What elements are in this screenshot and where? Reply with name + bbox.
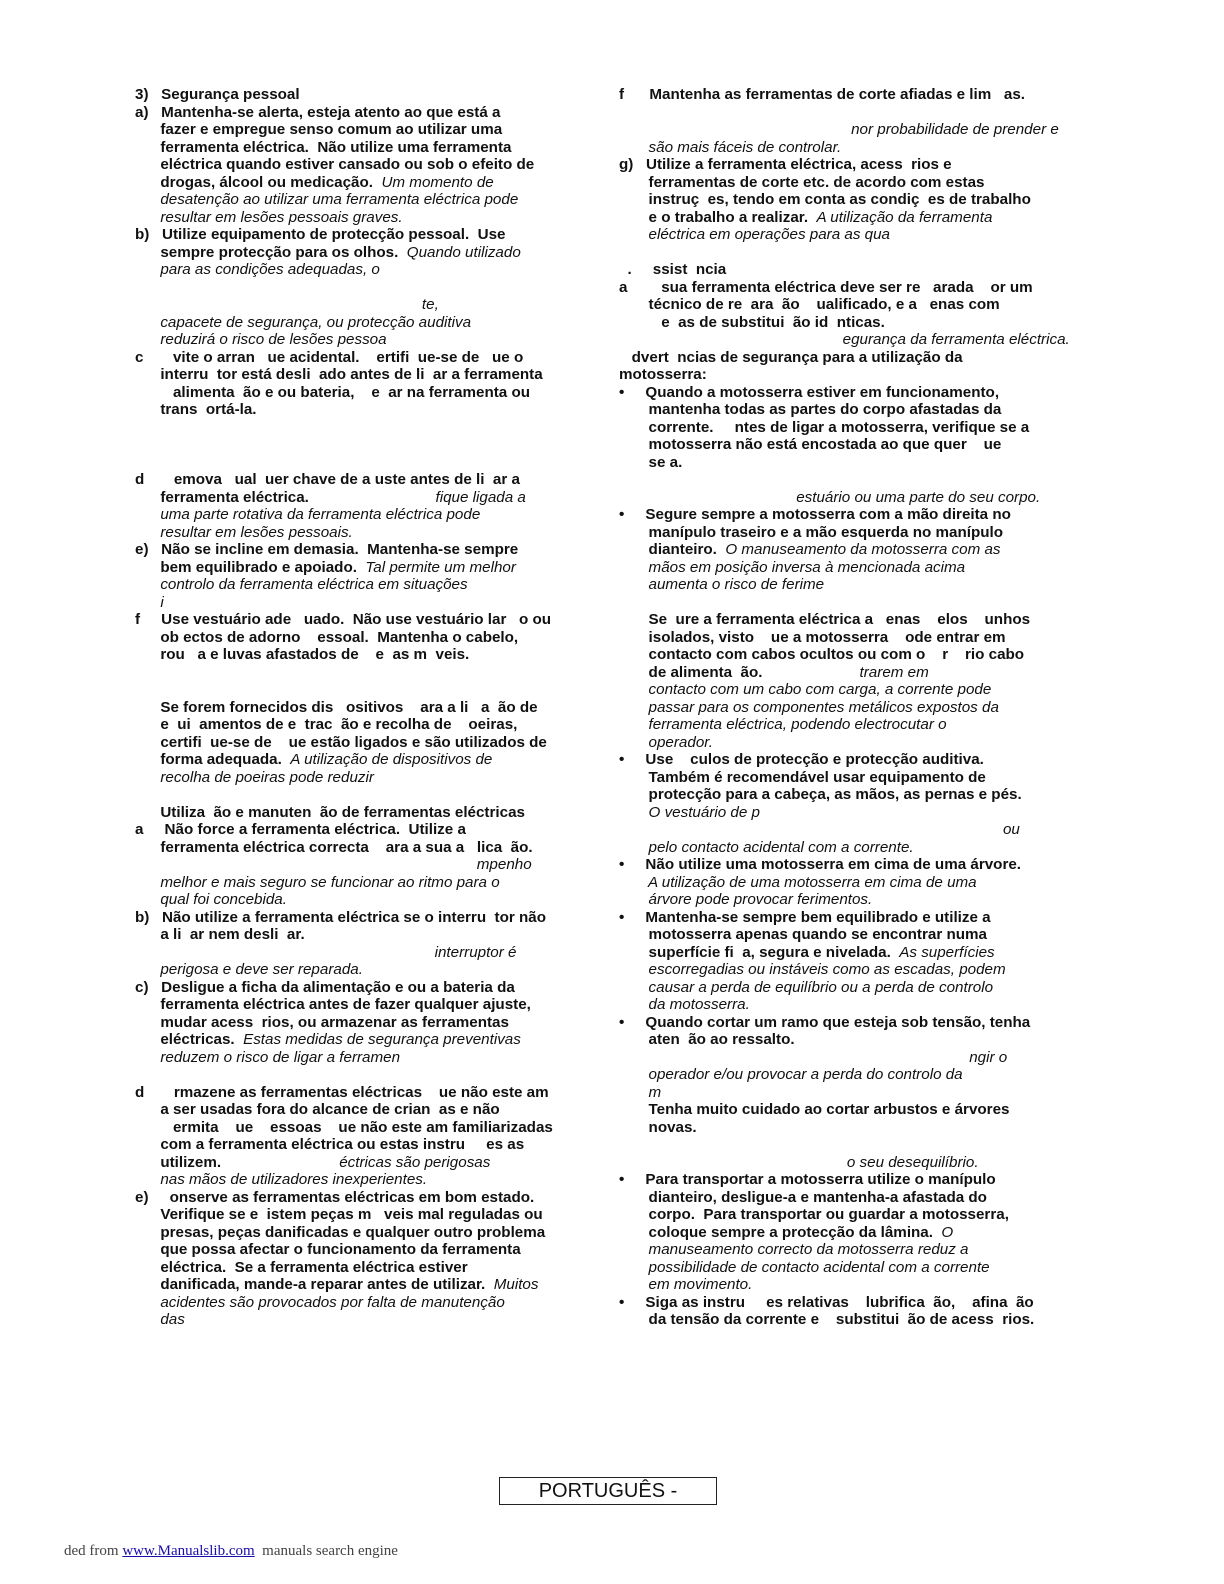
right-line: [619, 1066, 963, 1084]
bold-text: e as de substitui ão id nticas.: [619, 313, 885, 331]
italic-text: capacete de segurança, ou protecção auditiva: [135, 313, 472, 331]
right-line: [619, 891, 872, 909]
right-line: [619, 769, 986, 787]
bold-text: motosserra não está encostada ao que quer ue: [619, 436, 1002, 453]
right-line: [619, 296, 1000, 314]
right-line: [619, 156, 952, 174]
language-label: PORTUGUÊS -: [538, 1480, 678, 1502]
bold-text: isolados, visto ue a motosserra ode entrar em: [619, 628, 1006, 646]
left-line: [135, 821, 466, 839]
left-line: [135, 734, 547, 752]
left-line: [135, 209, 403, 227]
italic-text: trarem em: [859, 663, 929, 681]
left-line: [135, 909, 546, 927]
right-line: [619, 611, 1030, 629]
left-line: [135, 944, 516, 962]
bold-text: e) Não se incline em demasia. Mantenha-se sempre: [135, 541, 519, 558]
right-line: [619, 506, 1011, 524]
language-footer-box: [499, 1477, 717, 1505]
bold-text: contacto com cabos ocultos ou com o r rio cabo: [619, 646, 1025, 663]
italic-text: aumenta o risco de ferime: [619, 576, 825, 593]
right-line: [619, 174, 985, 192]
left-line: [135, 349, 523, 367]
right-line: [619, 1119, 697, 1137]
left-line: [135, 1171, 427, 1189]
italic-text: O vestuário de p: [619, 803, 760, 821]
bold-text: c) Desligue a ficha da alimentação e ou a bateria da: [135, 978, 515, 996]
bold-text: ferramenta eléctrica antes de fazer qualquer ajuste,: [135, 996, 531, 1013]
italic-text: mpenho: [135, 856, 532, 873]
bold-text: • Segure sempre a motosserra com a mão direita no: [619, 506, 1011, 523]
right-line: [619, 576, 824, 594]
left-line: [135, 226, 506, 244]
left-line: [135, 926, 305, 944]
italic-text: mãos em posição inversa à mencionada acima: [619, 558, 966, 576]
right-line: [619, 996, 750, 1014]
bold-text: Utiliza ão e manuten ão de ferramentas eléctricas: [135, 803, 525, 821]
italic-text: pelo contacto acidental com a corrente.: [619, 838, 914, 856]
italic-text: nor probabilidade de prender e: [619, 121, 1059, 138]
left-line: [135, 1084, 549, 1102]
right-line: [619, 1084, 661, 1102]
bold-text: bem equilibrado e apoiado.: [135, 558, 366, 576]
right-line: [619, 384, 999, 402]
bold-text: da tensão da corrente e substitui ão de acess rios.: [619, 1311, 1035, 1328]
left-line: [135, 751, 492, 769]
italic-text: qual foi concebida.: [135, 891, 287, 908]
source-line: [64, 1543, 398, 1560]
left-line: [135, 699, 538, 717]
bold-text: eléctrica. Se a ferramenta eléctrica estiver: [135, 1258, 468, 1276]
right-line: [619, 331, 1070, 349]
left-line: [135, 104, 500, 122]
right-line: [619, 681, 991, 699]
italic-text: passar para os componentes metálicos expostos da: [619, 698, 999, 716]
bold-text: 3) Segurança pessoal: [135, 86, 300, 103]
right-line: [619, 961, 1006, 979]
italic-text: ngir o: [619, 1048, 1008, 1066]
right-line: [619, 664, 929, 682]
right-line: [619, 349, 963, 367]
left-line: [135, 891, 287, 909]
source-prefix: ded from: [64, 1543, 123, 1559]
left-line: [135, 121, 502, 139]
left-line: [135, 874, 500, 892]
italic-text: operador e/ou provocar a perda do controlo da: [619, 1066, 963, 1083]
left-line: [135, 384, 530, 402]
right-line: [619, 1154, 979, 1172]
bold-text: • Não utilize uma motosserra em cima de uma árvore.: [619, 856, 1022, 873]
right-line: [619, 926, 987, 944]
right-line: [619, 1014, 1030, 1032]
italic-text: reduzem o risco de ligar a ferramen: [135, 1048, 401, 1066]
bold-text: f Use vestuário ade uado. Não use vestuário lar o ou: [135, 611, 552, 628]
right-line: [619, 751, 984, 769]
left-line: [135, 839, 533, 857]
right-line: [619, 559, 965, 577]
bold-text: corpo. Para transportar ou guardar a motosserra,: [619, 1206, 1009, 1223]
italic-text: interruptor é: [135, 943, 517, 961]
italic-text: são mais fáceis de controlar.: [619, 138, 842, 156]
italic-text: i: [135, 593, 164, 611]
left-line: [135, 1224, 545, 1242]
right-line: [619, 1224, 953, 1242]
bold-text: . ssist ncia: [619, 261, 727, 278]
left-line: [135, 646, 469, 664]
italic-text: escorregadias ou instáveis como as escadas, podem: [619, 961, 1006, 978]
left-line: [135, 629, 518, 647]
left-line: [135, 1189, 534, 1207]
bold-text: drogas, álcool ou medicação.: [135, 173, 382, 191]
left-line: [135, 1241, 521, 1259]
right-line: [619, 1101, 1009, 1119]
right-line: [619, 786, 1022, 804]
bold-text: • Quando a motosserra estiver em funcionamento,: [619, 383, 1000, 401]
italic-text: egurança da ferramenta eléctrica.: [619, 331, 1070, 348]
right-line: [619, 314, 885, 332]
left-line: [135, 979, 515, 997]
italic-text: contacto com um cabo com carga, a corrente pode: [619, 681, 992, 698]
bold-text: Se forem fornecidos dis ositivos ara a li a ão de: [135, 698, 538, 716]
bold-text: • Para transportar a motosserra utilize o manípulo: [619, 1171, 996, 1188]
left-line: [135, 1031, 521, 1049]
italic-text: A utilização de dispositivos de: [290, 751, 493, 768]
bold-text: a Não force a ferramenta eléctrica. Utilize a: [135, 821, 466, 838]
bold-text: que possa afectar o funcionamento da ferramenta: [135, 1241, 521, 1258]
right-line: [619, 436, 1001, 454]
left-line: [135, 559, 516, 577]
italic-text: fique ligada a: [435, 488, 526, 506]
bold-text: mudar acess rios, ou armazenar as ferramentas: [135, 1013, 509, 1031]
bold-text: d rmazene as ferramentas eléctricas ue não este am: [135, 1083, 549, 1101]
bold-text: de alimenta ão.: [619, 663, 860, 681]
italic-text: causar a perda de equilíbrio ou a perda de controlo: [619, 978, 994, 996]
right-line: [619, 366, 707, 384]
left-line: [135, 314, 471, 332]
left-line: [135, 961, 363, 979]
right-line: [619, 226, 890, 244]
italic-text: perigosa e deve ser reparada.: [135, 961, 363, 978]
italic-text: éctricas são perigosas: [339, 1153, 491, 1171]
left-line: [135, 139, 511, 157]
right-line: [619, 454, 682, 472]
bold-text: motosserra:: [619, 366, 707, 383]
bold-text: presas, peças danificadas e qualquer outro problema: [135, 1223, 546, 1241]
bold-text: e ui amentos de e trac ão e recolha de oeiras,: [135, 716, 518, 733]
right-line: [619, 401, 1001, 419]
right-line: [619, 1189, 987, 1207]
bold-text: b) Não utilize a ferramenta eléctrica se o interru tor não: [135, 908, 547, 926]
bold-text: • Quando cortar um ramo que esteja sob tensão, tenha: [619, 1013, 1031, 1031]
bold-text: alimenta ão e ou bateria, e ar na ferramenta ou: [135, 383, 531, 401]
bold-text: a li ar nem desli ar.: [135, 926, 305, 943]
left-line: [135, 244, 521, 262]
left-line: [135, 1049, 400, 1067]
italic-text: resultar em lesões pessoais.: [135, 523, 353, 541]
bold-text: motosserra apenas quando se encontrar numa: [619, 926, 987, 943]
italic-text: As superfícies: [899, 943, 995, 961]
bold-text: fazer e empregue senso comum ao utilizar uma: [135, 121, 503, 138]
italic-text: A utilização de uma motosserra em cima de uma: [619, 873, 977, 891]
right-line: [619, 191, 1031, 209]
italic-text: O manuseamento da motosserra com as: [725, 541, 1001, 558]
italic-text: para as condições adequadas, o: [135, 261, 380, 278]
italic-text: Estas medidas de segurança preventivas: [243, 1031, 521, 1048]
left-line: [135, 524, 353, 542]
left-line: [135, 594, 164, 612]
right-line: [619, 139, 841, 157]
right-line: [619, 856, 1021, 874]
italic-text: Quando utilizado: [406, 243, 521, 261]
left-line: [135, 856, 532, 874]
left-line: [135, 1206, 543, 1224]
italic-text: melhor e mais seguro se funcionar ao ritmo para o: [135, 873, 500, 891]
left-line: [135, 1276, 538, 1294]
italic-text: estuário ou uma parte do seu corpo.: [619, 488, 1041, 506]
italic-text: O: [941, 1223, 954, 1241]
bold-text: Tenha muito cuidado ao cortar arbustos e árvores: [619, 1101, 1010, 1118]
bold-text: corrente. ntes de ligar a motosserra, verifique se a: [619, 418, 1030, 436]
bold-text: a ser usadas fora do alcance de crian as e não: [135, 1101, 500, 1118]
right-line: [619, 716, 947, 734]
bold-text: forma adequada.: [135, 751, 291, 768]
italic-text: te,: [135, 296, 439, 313]
right-line: [619, 979, 993, 997]
bold-text: dianteiro.: [619, 541, 726, 558]
italic-text: Tal permite um melhor: [365, 558, 516, 576]
bold-text: a sua ferramenta eléctrica deve ser re arada or um: [619, 278, 1033, 296]
left-line: [135, 1101, 500, 1119]
left-line: [135, 1259, 468, 1277]
right-line: [619, 699, 999, 717]
bold-text: • Use culos de protecção e protecção auditiva.: [619, 751, 984, 768]
bold-text: protecção para a cabeça, as mãos, as pernas e pés.: [619, 786, 1022, 803]
bold-text: aten ão ao ressalto.: [619, 1031, 795, 1048]
italic-text: das: [135, 1311, 185, 1328]
right-line: [619, 1206, 1009, 1224]
right-line: [619, 489, 1040, 507]
bold-text: Se ure a ferramenta eléctrica a enas elos unhos: [619, 611, 1031, 628]
bold-text: novas.: [619, 1118, 697, 1136]
bold-text: ferramenta eléctrica correcta ara a sua a lica ão.: [135, 838, 533, 856]
right-line: [619, 734, 713, 752]
right-line: [619, 541, 1001, 559]
italic-text: controlo da ferramenta eléctrica em situações: [135, 576, 468, 593]
bold-text: ferramenta eléctrica. Não utilize uma ferramenta: [135, 138, 512, 156]
bold-text: g) Utilize a ferramenta eléctrica, acess rios e: [619, 156, 952, 173]
right-line: [619, 261, 726, 279]
right-line: [619, 524, 1003, 542]
bold-text: ferramenta eléctrica.: [135, 488, 436, 506]
manualslib-link[interactable]: www.Manualslib.com: [122, 1543, 255, 1559]
italic-text: uma parte rotativa da ferramenta eléctrica pode: [135, 506, 481, 523]
italic-text: possibilidade de contacto acidental com a corrente: [619, 1258, 990, 1276]
bold-text: Também é recomendável usar equipamento de: [619, 768, 986, 786]
left-line: [135, 1136, 524, 1154]
italic-text: operador.: [619, 733, 713, 751]
left-line: [135, 576, 468, 594]
right-line: [619, 1276, 752, 1294]
right-line: [619, 629, 1006, 647]
bold-text: eléctrica quando estiver cansado ou sob o efeito de: [135, 156, 535, 173]
italic-text: manuseamento correcto da motosserra reduz a: [619, 1241, 969, 1258]
italic-text: ferramenta eléctrica, podendo electrocutar o: [619, 716, 947, 733]
bold-text: ob ectos de adorno essoal. Mantenha o cabelo,: [135, 628, 519, 646]
right-line: [619, 419, 1029, 437]
right-line: [619, 909, 991, 927]
right-line: [619, 1311, 1034, 1329]
italic-text: Muitos: [493, 1276, 539, 1293]
right-line: [619, 874, 977, 892]
bold-text: • Mantenha-se sempre bem equilibrado e utilize a: [619, 908, 991, 926]
left-line: [135, 769, 374, 787]
bold-text: mantenha todas as partes do corpo afastadas da: [619, 401, 1002, 418]
left-line: [135, 86, 300, 104]
bold-text: técnico de re ara ão ualificado, e a enas com: [619, 296, 1000, 313]
italic-text: árvore pode provocar ferimentos.: [619, 891, 873, 908]
bold-text: danificada, mande-a reparar antes de utilizar.: [135, 1276, 494, 1293]
bold-text: c vite o arran ue acidental. ertifi ue-se de ue o: [135, 348, 524, 366]
bold-text: b) Utilize equipamento de protecção pessoal. Use: [135, 226, 506, 243]
italic-text: acidentes são provocados por falta de manutenção: [135, 1293, 505, 1311]
right-line: [619, 86, 1025, 104]
bold-text: com a ferramenta eléctrica ou estas instru es as: [135, 1136, 525, 1153]
italic-text: m: [619, 1083, 662, 1101]
left-line: [135, 804, 525, 822]
bold-text: d emova ual uer chave de a uste antes de li ar a: [135, 471, 520, 488]
right-line: [619, 804, 760, 822]
right-line: [619, 839, 914, 857]
left-line: [135, 1014, 509, 1032]
bold-text: e o trabalho a realizar.: [619, 208, 817, 226]
bold-text: Verifique se e istem peças m veis mal reguladas ou: [135, 1206, 543, 1223]
bold-text: • Siga as instru es relativas lubrifica ão, afina ão: [619, 1293, 1034, 1311]
left-line: [135, 366, 543, 384]
right-line: [619, 1031, 795, 1049]
right-line: [619, 821, 1020, 839]
right-line: [619, 944, 995, 962]
left-line: [135, 401, 257, 419]
bold-text: manípulo traseiro e a mão esquerda no manípulo: [619, 523, 1003, 541]
bold-text: e) onserve as ferramentas eléctricas em bom estado.: [135, 1188, 535, 1206]
italic-text: da motosserra.: [619, 996, 750, 1013]
right-line: [619, 121, 1059, 139]
italic-text: A utilização da ferramenta: [816, 208, 993, 226]
left-line: [135, 541, 518, 559]
italic-text: nas mãos de utilizadores inexperientes.: [135, 1171, 428, 1188]
italic-text: o seu desequilíbrio.: [619, 1153, 979, 1171]
bold-text: interru tor está desli ado antes de li ar a ferramenta: [135, 366, 543, 383]
left-line: [135, 261, 380, 279]
right-line: [619, 209, 992, 227]
left-line: [135, 296, 439, 314]
right-line: [619, 1049, 1007, 1067]
right-line: [619, 279, 1033, 297]
bold-text: ermita ue essoas ue não este am familiarizadas: [135, 1118, 553, 1136]
left-line: [135, 611, 551, 629]
left-line: [135, 996, 531, 1014]
right-line: [619, 1259, 990, 1277]
bold-text: f Mantenha as ferramentas de corte afiadas e lim as.: [619, 86, 1025, 103]
italic-text: reduzirá o risco de lesões pessoa: [135, 331, 387, 348]
italic-text: em movimento.: [619, 1276, 753, 1293]
bold-text: ferramentas de corte etc. de acordo com estas: [619, 173, 985, 191]
bold-text: certifi ue-se de ue estão ligados e são utilizados de: [135, 733, 547, 751]
bold-text: rou a e luvas afastados de e as m veis.: [135, 646, 470, 663]
bold-text: eléctricas.: [135, 1031, 244, 1048]
italic-text: desatenção ao utilizar uma ferramenta eléctrica pode: [135, 191, 519, 208]
bold-text: sempre protecção para os olhos.: [135, 243, 407, 261]
left-line: [135, 174, 494, 192]
right-line: [619, 1294, 1034, 1312]
right-line: [619, 646, 1024, 664]
bold-text: dvert ncias de segurança para a utilização da: [619, 348, 963, 366]
italic-text: eléctrica em operações para as qua: [619, 226, 890, 243]
italic-text: Um momento de: [381, 173, 494, 191]
left-line: [135, 156, 534, 174]
bold-text: utilizem.: [135, 1153, 340, 1171]
source-suffix: manuals search engine: [254, 1543, 398, 1559]
bold-text: se a.: [619, 453, 683, 471]
left-line: [135, 191, 518, 209]
bold-text: instruç es, tendo em conta as condiç es de trabalho: [619, 191, 1031, 208]
left-line: [135, 331, 387, 349]
bold-text: dianteiro, desligue-a e mantenha-a afastada do: [619, 1188, 987, 1206]
left-line: [135, 1119, 553, 1137]
left-line: [135, 1311, 185, 1329]
bold-text: a) Mantenha-se alerta, esteja atento ao que está a: [135, 103, 501, 121]
italic-text: resultar em lesões pessoais graves.: [135, 208, 403, 226]
left-line: [135, 471, 520, 489]
italic-text: ou: [619, 821, 1020, 838]
left-line: [135, 506, 480, 524]
right-line: [619, 1241, 968, 1259]
left-line: [135, 1294, 505, 1312]
right-line: [619, 1171, 996, 1189]
left-line: [135, 716, 517, 734]
bold-text: coloque sempre a protecção da lâmina.: [619, 1223, 942, 1241]
bold-text: trans ortá-la.: [135, 401, 257, 418]
left-line: [135, 489, 526, 507]
left-line: [135, 1154, 490, 1172]
italic-text: recolha de poeiras pode reduzir: [135, 768, 374, 786]
bold-text: superfície fi a, segura e nivelada.: [619, 943, 900, 961]
